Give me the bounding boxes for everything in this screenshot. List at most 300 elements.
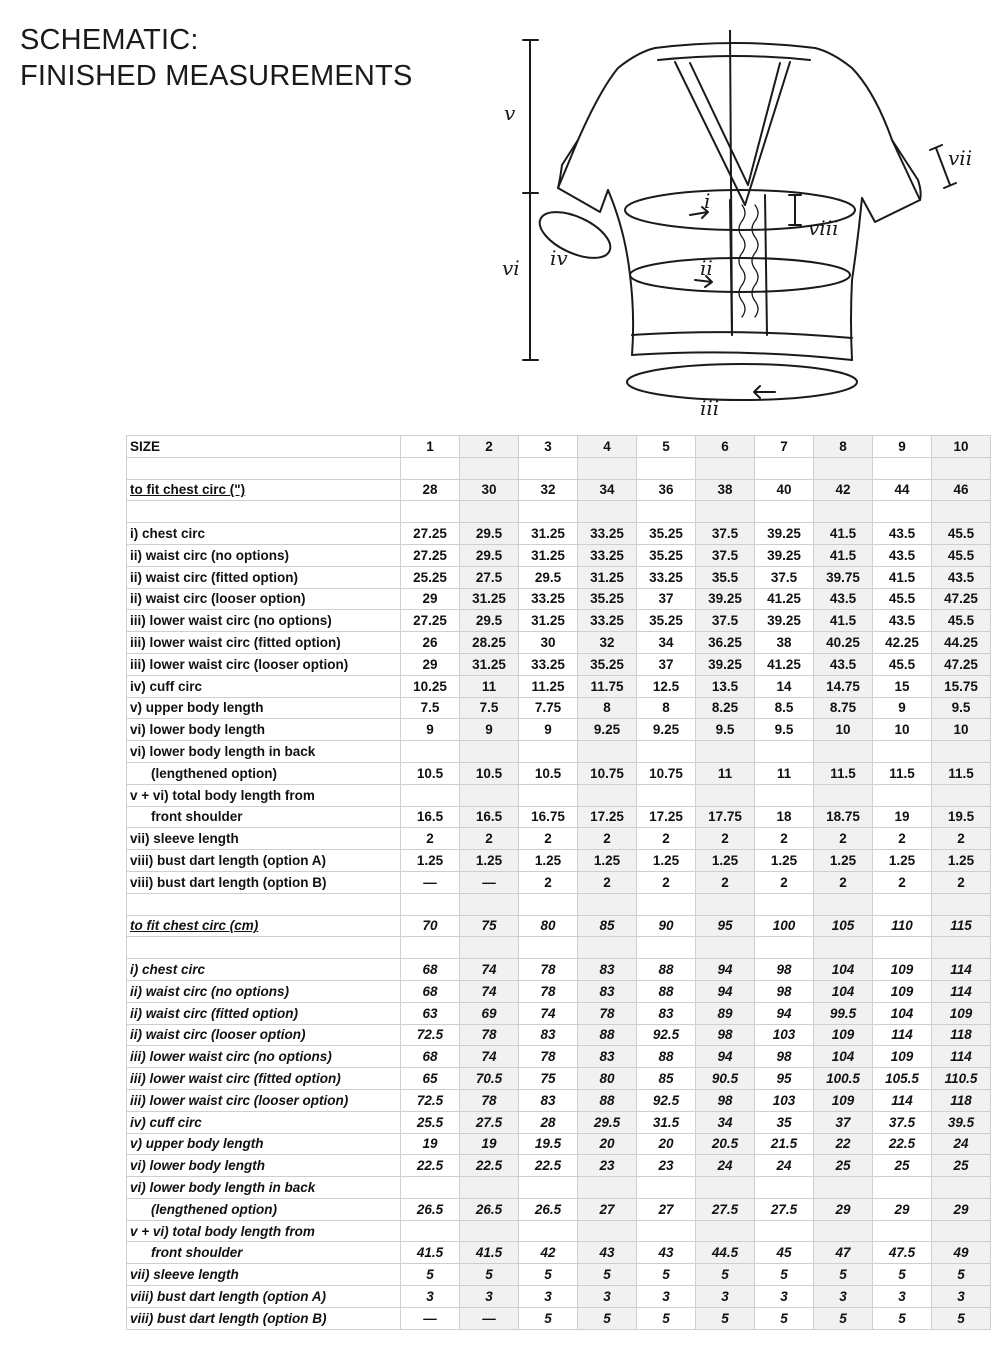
table-cell: 41.5: [460, 1242, 519, 1264]
row-label: [127, 741, 401, 763]
table-cell: 28.25: [460, 632, 519, 654]
table-cell: 22.5: [519, 1155, 578, 1177]
spacer-row: [127, 937, 991, 959]
row-label-text: iii) lower waist circ (fitted option): [130, 635, 341, 651]
row-label: [127, 850, 401, 872]
table-cell: [696, 937, 755, 959]
label-i: i: [704, 189, 711, 213]
table-cell: [519, 937, 578, 959]
table-cell: 104: [814, 959, 873, 981]
table-cell: 83: [578, 1046, 637, 1068]
row-label: [127, 479, 401, 501]
table-row: [127, 588, 991, 610]
table-cell: 11: [696, 762, 755, 784]
table-row: [127, 697, 991, 719]
table-cell: [932, 784, 991, 806]
table-cell: 2: [932, 828, 991, 850]
table-cell: 3: [932, 1286, 991, 1308]
table-cell: 17.75: [696, 806, 755, 828]
garment-schematic: [490, 30, 990, 430]
table-cell: 11.5: [814, 762, 873, 784]
table-cell: 114: [873, 1024, 932, 1046]
row-label: [127, 457, 401, 479]
table-cell: 5: [519, 1307, 578, 1329]
row-label-text: vii) sleeve length: [130, 1267, 239, 1283]
table-cell: 28: [519, 1111, 578, 1133]
table-cell: 5: [873, 1264, 932, 1286]
lower-waist-ellipse: [627, 364, 857, 400]
row-label: [127, 501, 401, 523]
table-cell: 29: [401, 653, 460, 675]
table-cell: 26.5: [401, 1198, 460, 1220]
table-cell: [755, 501, 814, 523]
table-cell: 37.5: [696, 544, 755, 566]
table-cell: 2: [401, 828, 460, 850]
table-cell: [637, 893, 696, 915]
row-label: [127, 915, 401, 937]
table-cell: 104: [814, 1046, 873, 1068]
table-cell: 31.25: [519, 523, 578, 545]
table-row: [127, 806, 991, 828]
table-cell: 118: [932, 1089, 991, 1111]
row-label: [127, 653, 401, 675]
table-cell: 72.5: [401, 1024, 460, 1046]
row-label: [127, 588, 401, 610]
table-cell: [401, 501, 460, 523]
table-row: [127, 1242, 991, 1264]
row-label-text: iv) cuff circ: [130, 1114, 202, 1130]
table-cell: 29: [401, 588, 460, 610]
table-cell: 74: [519, 1002, 578, 1024]
row-label-text: viii) bust dart length (option B): [130, 874, 327, 890]
table-cell: 39.25: [696, 653, 755, 675]
row-label-text: ii) waist circ (looser option): [130, 591, 306, 607]
table-cell: 43.5: [873, 523, 932, 545]
table-cell: 3: [578, 1286, 637, 1308]
table-cell: 31.25: [519, 544, 578, 566]
table-cell: [578, 893, 637, 915]
table-cell: 88: [578, 1089, 637, 1111]
table-cell: 2: [696, 828, 755, 850]
table-cell: 17.25: [637, 806, 696, 828]
table-cell: [519, 1177, 578, 1199]
table-cell: 45.5: [932, 523, 991, 545]
table-cell: [755, 1177, 814, 1199]
table-cell: [755, 741, 814, 763]
table-cell: 34: [696, 1111, 755, 1133]
table-cell: [814, 1177, 873, 1199]
row-label: [127, 719, 401, 741]
table-cell: 3: [519, 1286, 578, 1308]
table-cell: 83: [637, 1002, 696, 1024]
table-cell: 40: [755, 479, 814, 501]
table-cell: [637, 457, 696, 479]
table-row: [127, 1046, 991, 1068]
table-cell: [932, 937, 991, 959]
table-cell: [401, 741, 460, 763]
table-cell: 85: [578, 915, 637, 937]
table-cell: 7: [755, 436, 814, 458]
table-cell: 5: [637, 1307, 696, 1329]
table-cell: 83: [578, 980, 637, 1002]
table-cell: 98: [696, 1024, 755, 1046]
table-cell: 74: [460, 1046, 519, 1068]
row-label: [127, 893, 401, 915]
table-cell: [460, 741, 519, 763]
table-cell: 98: [696, 1089, 755, 1111]
table-cell: 75: [460, 915, 519, 937]
table-cell: 43: [578, 1242, 637, 1264]
table-cell: 89: [696, 1002, 755, 1024]
table-cell: 5: [814, 1307, 873, 1329]
table-cell: 37: [637, 588, 696, 610]
table-cell: 1.25: [637, 850, 696, 872]
table-cell: 39.25: [696, 588, 755, 610]
table-cell: —: [460, 871, 519, 893]
table-cell: 114: [932, 1046, 991, 1068]
row-label: [127, 610, 401, 632]
table-cell: 109: [932, 1002, 991, 1024]
table-cell: 33.25: [637, 566, 696, 588]
table-cell: 25.25: [401, 566, 460, 588]
table-cell: 19.5: [519, 1133, 578, 1155]
measurements-table: [126, 435, 991, 1330]
table-cell: 24: [696, 1155, 755, 1177]
table-cell: [873, 784, 932, 806]
table-cell: [696, 1220, 755, 1242]
table-cell: 68: [401, 1046, 460, 1068]
table-cell: 27: [578, 1198, 637, 1220]
table-cell: 110.5: [932, 1068, 991, 1090]
table-cell: 41.5: [401, 1242, 460, 1264]
table-cell: 118: [932, 1024, 991, 1046]
table-cell: 17.25: [578, 806, 637, 828]
row-label: [127, 436, 401, 458]
table-cell: 29.5: [460, 523, 519, 545]
row-label: [127, 566, 401, 588]
table-cell: 37: [637, 653, 696, 675]
table-cell: 83: [519, 1089, 578, 1111]
table-cell: 8.75: [814, 697, 873, 719]
left-sleeve: [558, 140, 608, 212]
row-label-text: ii) waist circ (fitted option): [130, 1005, 298, 1021]
table-cell: 43: [637, 1242, 696, 1264]
row-label-text: i) chest circ: [130, 526, 206, 542]
row-label: [127, 1264, 401, 1286]
table-cell: [814, 893, 873, 915]
table-cell: 16.5: [460, 806, 519, 828]
table-cell: 19: [401, 1133, 460, 1155]
table-cell: 43.5: [932, 566, 991, 588]
row-label: [127, 675, 401, 697]
table-cell: 90.5: [696, 1068, 755, 1090]
table-cell: [578, 937, 637, 959]
table-cell: 8.5: [755, 697, 814, 719]
size-header-row: [127, 436, 991, 458]
table-cell: 7.5: [401, 697, 460, 719]
table-cell: 33.25: [578, 544, 637, 566]
row-label-text: to fit chest circ (cm): [130, 918, 259, 934]
table-cell: [460, 937, 519, 959]
row-label: [127, 871, 401, 893]
table-cell: 7.75: [519, 697, 578, 719]
row-label: [127, 1220, 401, 1242]
table-cell: [932, 501, 991, 523]
table-cell: 98: [755, 1046, 814, 1068]
table-cell: 22.5: [460, 1155, 519, 1177]
table-cell: 20.5: [696, 1133, 755, 1155]
table-cell: 39.25: [755, 523, 814, 545]
row-label-text: to fit chest circ ("): [130, 482, 246, 498]
table-cell: 75: [519, 1068, 578, 1090]
table-cell: 27.25: [401, 610, 460, 632]
table-cell: 35.25: [637, 610, 696, 632]
table-cell: 1.25: [755, 850, 814, 872]
table-cell: 37.5: [696, 610, 755, 632]
table-cell: 83: [578, 959, 637, 981]
table-row: [127, 719, 991, 741]
table-cell: 5: [696, 1307, 755, 1329]
table-cell: 23: [578, 1155, 637, 1177]
table-cell: 9: [519, 719, 578, 741]
table-cell: 1.25: [578, 850, 637, 872]
table-cell: 22.5: [873, 1133, 932, 1155]
table-cell: 10.75: [637, 762, 696, 784]
table-cell: 109: [814, 1024, 873, 1046]
table-cell: 25: [932, 1155, 991, 1177]
table-cell: [578, 1177, 637, 1199]
label-ii: ii: [700, 256, 713, 280]
table-cell: 45.5: [873, 588, 932, 610]
table-cell: 20: [578, 1133, 637, 1155]
table-cell: 19: [460, 1133, 519, 1155]
table-row: [127, 1286, 991, 1308]
table-cell: 39.5: [932, 1111, 991, 1133]
table-cell: 22.5: [401, 1155, 460, 1177]
table-cell: [637, 1177, 696, 1199]
table-row: [127, 544, 991, 566]
table-cell: 2: [637, 828, 696, 850]
table-cell: 27.5: [460, 1111, 519, 1133]
row-label-text: vi) lower body length in back: [130, 744, 316, 760]
label-iv: iv: [550, 246, 568, 270]
table-cell: 45.5: [873, 653, 932, 675]
table-cell: 2: [519, 871, 578, 893]
table-cell: 10: [814, 719, 873, 741]
row-label: [127, 1133, 401, 1155]
table-cell: 78: [578, 1002, 637, 1024]
row-label-text: iii) lower waist circ (looser option): [130, 1092, 349, 1108]
row-label-text: ii) waist circ (no options): [130, 983, 290, 999]
spacer-row: [127, 501, 991, 523]
table-cell: 27.5: [696, 1198, 755, 1220]
table-cell: 47.5: [873, 1242, 932, 1264]
label-iii: iii: [700, 396, 720, 420]
table-cell: 2: [460, 436, 519, 458]
table-cell: 26: [401, 632, 460, 654]
row-label-text: front shoulder: [151, 809, 243, 825]
row-label: [127, 1111, 401, 1133]
table-cell: [578, 741, 637, 763]
table-cell: 10: [932, 719, 991, 741]
table-cell: 42: [814, 479, 873, 501]
table-cell: 99.5: [814, 1002, 873, 1024]
table-cell: 5: [814, 1264, 873, 1286]
table-cell: [755, 1220, 814, 1242]
table-cell: 83: [519, 1024, 578, 1046]
table-cell: 37: [814, 1111, 873, 1133]
table-row: [127, 523, 991, 545]
table-cell: [519, 501, 578, 523]
table-cell: 35.25: [578, 653, 637, 675]
table-cell: 29.5: [460, 544, 519, 566]
table-cell: 47.25: [932, 653, 991, 675]
table-cell: 33.25: [519, 653, 578, 675]
table-cell: 11.5: [932, 762, 991, 784]
table-cell: [873, 457, 932, 479]
table-cell: 31.25: [519, 610, 578, 632]
table-cell: 24: [932, 1133, 991, 1155]
table-cell: [873, 1220, 932, 1242]
table-cell: 3: [755, 1286, 814, 1308]
row-label-text: ii) waist circ (no options): [130, 547, 290, 563]
table-cell: 25: [814, 1155, 873, 1177]
row-label-text: iii) lower waist circ (no options): [130, 613, 332, 629]
table-cell: 2: [932, 871, 991, 893]
table-cell: 18.75: [814, 806, 873, 828]
table-cell: 103: [755, 1024, 814, 1046]
table-cell: [873, 937, 932, 959]
table-row: [127, 959, 991, 981]
table-cell: 34: [637, 632, 696, 654]
table-cell: 27: [637, 1198, 696, 1220]
table-cell: 2: [578, 871, 637, 893]
table-cell: 5: [578, 1264, 637, 1286]
table-cell: 32: [578, 632, 637, 654]
table-cell: 26.5: [460, 1198, 519, 1220]
table-cell: [814, 501, 873, 523]
row-label: [127, 784, 401, 806]
table-cell: 1: [401, 436, 460, 458]
table-cell: 20: [637, 1133, 696, 1155]
table-cell: 114: [932, 980, 991, 1002]
row-label-text: v) upper body length: [130, 1136, 264, 1152]
table-cell: 29.5: [460, 610, 519, 632]
table-cell: 2: [755, 871, 814, 893]
row-label-text: iii) lower waist circ (no options): [130, 1049, 332, 1065]
table-cell: 29.5: [519, 566, 578, 588]
table-cell: 31.25: [460, 588, 519, 610]
table-cell: 42: [519, 1242, 578, 1264]
spacer-row: [127, 893, 991, 915]
table-cell: 10: [932, 436, 991, 458]
table-row: [127, 980, 991, 1002]
table-cell: 105: [814, 915, 873, 937]
table-cell: 88: [637, 980, 696, 1002]
table-cell: 5: [932, 1307, 991, 1329]
table-cell: 13.5: [696, 675, 755, 697]
row-label: [127, 828, 401, 850]
table-cell: 19: [873, 806, 932, 828]
table-cell: 40.25: [814, 632, 873, 654]
table-cell: 5: [755, 1307, 814, 1329]
table-cell: 9: [873, 697, 932, 719]
table-cell: 70.5: [460, 1068, 519, 1090]
table-cell: 41.25: [755, 588, 814, 610]
cuff-circ-ellipse: [533, 203, 617, 268]
table-cell: 27.5: [460, 566, 519, 588]
table-cell: 1.25: [696, 850, 755, 872]
table-cell: 105.5: [873, 1068, 932, 1090]
table-cell: 31.25: [460, 653, 519, 675]
table-cell: 1.25: [814, 850, 873, 872]
table-cell: 19.5: [932, 806, 991, 828]
row-label-text: iv) cuff circ: [130, 678, 203, 694]
table-cell: 10: [873, 719, 932, 741]
title-line-1: SCHEMATIC:: [20, 24, 199, 56]
table-cell: 70: [401, 915, 460, 937]
table-cell: 5: [578, 1307, 637, 1329]
table-cell: [519, 893, 578, 915]
row-label: [127, 959, 401, 981]
table-cell: 42.25: [873, 632, 932, 654]
row-label: [127, 762, 401, 784]
row-label: [127, 1242, 401, 1264]
table-cell: 24: [755, 1155, 814, 1177]
title-line-2: FINISHED MEASUREMENTS: [20, 60, 413, 92]
table-cell: [578, 1220, 637, 1242]
table-cell: 78: [460, 1024, 519, 1046]
row-label: [127, 1024, 401, 1046]
table-cell: 14: [755, 675, 814, 697]
table-cell: 16.75: [519, 806, 578, 828]
table-cell: [814, 741, 873, 763]
table-cell: [401, 457, 460, 479]
label-viii: viii: [808, 216, 839, 240]
table-cell: 41.5: [814, 523, 873, 545]
row-label-text: v + vi) total body length from: [130, 787, 315, 803]
table-cell: 33.25: [578, 610, 637, 632]
row-label-text: v) upper body length: [130, 700, 264, 716]
row-label-text: viii) bust dart length (option B): [130, 1310, 327, 1326]
table-cell: 115: [932, 915, 991, 937]
row-label: [127, 1177, 401, 1199]
table-cell: 72.5: [401, 1089, 460, 1111]
row-label: [127, 1089, 401, 1111]
table-cell: [932, 1220, 991, 1242]
table-row: [127, 850, 991, 872]
cm-header-row: [127, 915, 991, 937]
table-cell: 114: [873, 1089, 932, 1111]
table-cell: 23: [637, 1155, 696, 1177]
table-cell: 5: [696, 1264, 755, 1286]
table-cell: 104: [814, 980, 873, 1002]
table-cell: 36: [637, 479, 696, 501]
table-cell: 7.5: [460, 697, 519, 719]
table-cell: 11: [460, 675, 519, 697]
table-cell: 68: [401, 980, 460, 1002]
table-cell: 1.25: [932, 850, 991, 872]
table-cell: 29: [873, 1198, 932, 1220]
table-cell: 8: [814, 436, 873, 458]
table-cell: 2: [578, 828, 637, 850]
table-cell: [460, 1220, 519, 1242]
table-cell: [401, 893, 460, 915]
table-cell: 3: [519, 436, 578, 458]
table-cell: 94: [696, 1046, 755, 1068]
table-cell: 44.5: [696, 1242, 755, 1264]
table-row: [127, 1198, 991, 1220]
